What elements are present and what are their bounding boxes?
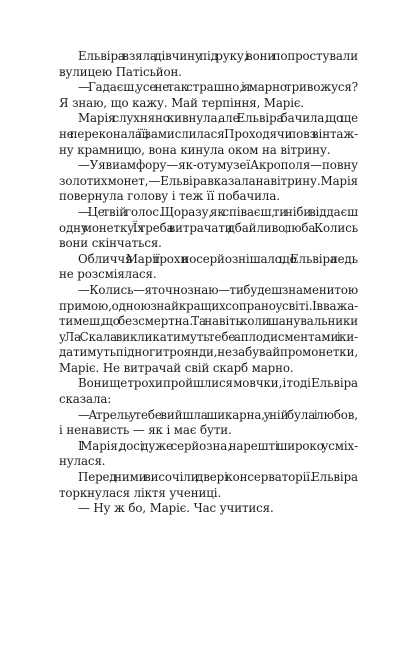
paragraph bbox=[59, 439, 358, 470]
page-text bbox=[59, 49, 358, 517]
text-line: Ельвіра взяла дівчину під руку, і вони попростували bbox=[78, 49, 358, 63]
paragraph bbox=[59, 205, 358, 252]
text-line: одну монетку. Їх треба витрачати дбайливо, люба. Колись bbox=[59, 220, 359, 235]
paragraph bbox=[59, 408, 358, 439]
text-line: у Ла Скала викликатимуть тебе аплодисментами і ки- bbox=[59, 329, 358, 344]
text-line: — А трель у тебе вийшла шикарна, у ній була і любов, bbox=[78, 407, 358, 422]
paragraph bbox=[59, 470, 358, 501]
text-line: і ненависть — як і має бути. bbox=[59, 423, 232, 438]
text-line: тимеш, що безсмертна. Та навіть коли шанувальники bbox=[59, 314, 359, 329]
paragraph bbox=[59, 80, 358, 111]
text-line: сказала: bbox=[59, 392, 112, 407]
text-line: примою, одною з найкращих сопрано у світі. І вважа- bbox=[59, 298, 359, 313]
text-line: вулицею Патісьйон. bbox=[59, 64, 182, 79]
text-line: — Це твій голос. Щоразу, як співаєш, ти ніби віддаєш bbox=[78, 204, 358, 219]
paragraph bbox=[59, 49, 358, 80]
text-line: торкнулася ліктя учениці. bbox=[59, 485, 222, 500]
text-line: ну крамницю, вона кинула оком на вітрину. bbox=[59, 142, 331, 157]
text-line: Я знаю, що кажу. Май терпіння, Маріє. bbox=[59, 95, 305, 110]
paragraph bbox=[59, 283, 358, 377]
text-line: Марія слухняно кивнула, але Ельвіра бачила, що ще bbox=[78, 111, 358, 126]
text-line: повернула голову і теж її побачила. bbox=[59, 189, 280, 204]
text-line: Вони ще трохи пройшлися мовчки, і тоді Ельвіра bbox=[78, 376, 358, 391]
text-line: не розсміялася. bbox=[59, 267, 157, 282]
paragraph bbox=[59, 501, 358, 517]
text-line: золотих монет, — Ельвіра вказала на вітрину. Марія bbox=[59, 173, 359, 188]
paragraph bbox=[59, 252, 358, 283]
paragraph bbox=[59, 111, 358, 158]
text-line: вони скінчаться. bbox=[59, 236, 162, 251]
text-line: І Марія, досі дуже серйозна, нарешті широко усміх- bbox=[78, 438, 358, 453]
text-line: — Гадаєш, усе не так страшно, і я марно тривожуся? bbox=[78, 80, 359, 95]
text-line: нулася. bbox=[59, 454, 106, 469]
text-line: — Колись — я точно знаю — ти будеш знаменитою bbox=[78, 282, 358, 297]
text-line: — Ну ж бо, Маріє. Час учитися. bbox=[78, 501, 274, 516]
text-line: датимуть під ноги троянди, не забувай про монетки, bbox=[59, 345, 358, 360]
paragraph bbox=[59, 376, 358, 407]
text-line: Маріє. Не витрачай свій скарб марно. bbox=[59, 360, 294, 375]
text-line: — Уяви амфору — як-от у музеї Акрополя — повну bbox=[78, 158, 358, 173]
text-line: Обличчя Марії трохи посерйознішало, що Ельвіра ледь bbox=[78, 251, 358, 266]
paragraph bbox=[59, 158, 358, 205]
text-line: Перед ними височіли двері консерваторії. Ельвіра bbox=[78, 470, 358, 485]
text-line: не переконала її, і замислилася. Проходячи повз вінтаж- bbox=[59, 126, 358, 141]
